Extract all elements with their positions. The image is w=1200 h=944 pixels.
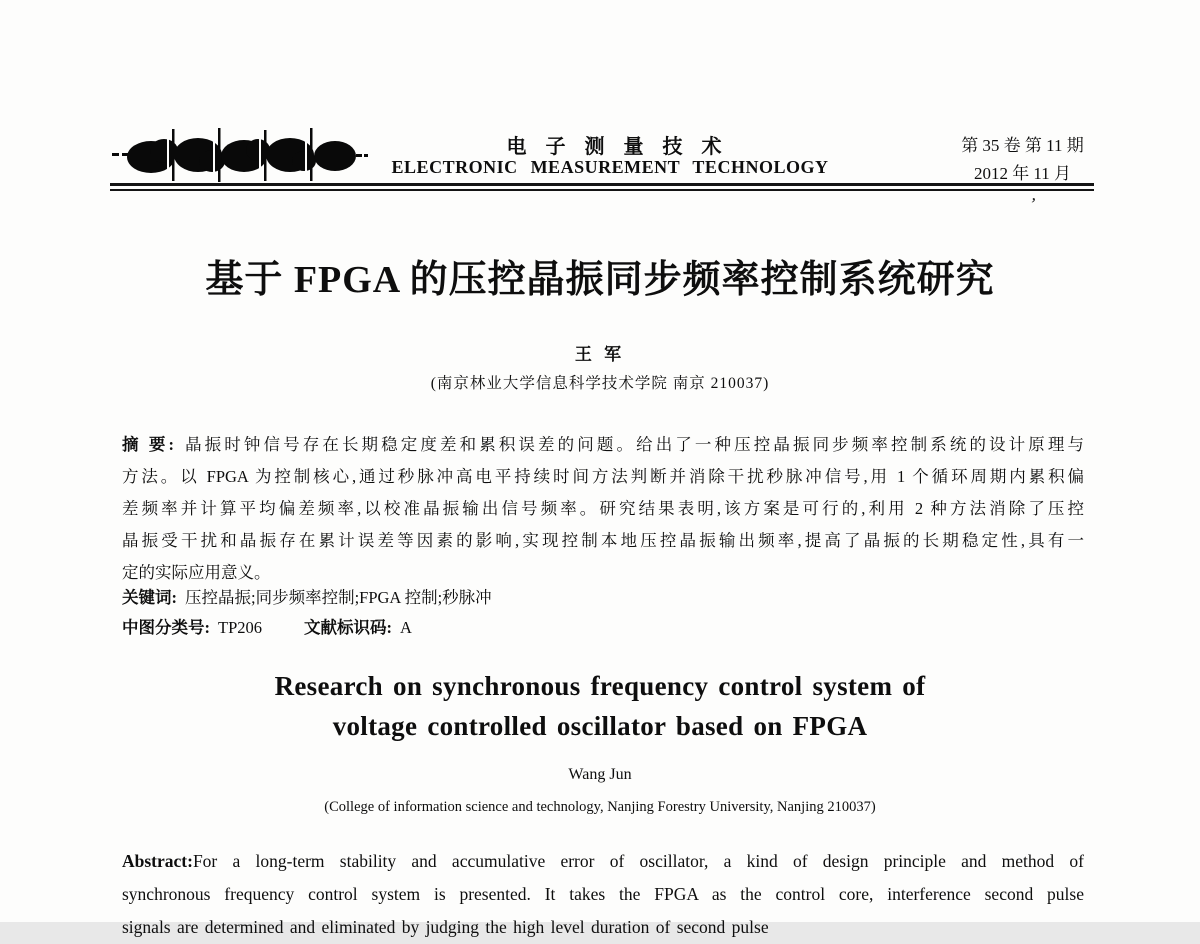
abstract-line (122, 429, 1084, 461)
scan-artifact-mark: ’ (1028, 193, 1038, 215)
header-rule-secondary (110, 189, 1094, 191)
doc-code-label: 文献标识码: (304, 618, 393, 637)
article-affiliation-cn: (南京林业大学信息科学技术学院 南京 210037) (430, 375, 770, 392)
abstract-en-line: signals are determined and eliminated by judging the high level duration of second pulse (122, 917, 769, 937)
abstract-line: 差频率并计算平均偏差频率,以校准晶振输出信号频率。研究结果表明,该方案是可行的,利用 2 种方法消除了压控 (122, 499, 1084, 518)
abstract-cn (122, 429, 1084, 589)
abstract-en-line: synchronous frequency control system is presented. It takes the FPGA as the control core, interference second pulse (122, 884, 1084, 904)
abstract-en-label: Abstract: (122, 851, 193, 871)
keywords-label: 关键词: (122, 588, 177, 607)
article-affiliation-en: (College of information science and technology, Nanjing Forestry University, Nanjing 210037) (324, 799, 876, 815)
article-title-en-line2: voltage controlled oscillator based on FPGA (332, 711, 868, 741)
header-rule (110, 183, 1094, 186)
clc-value: TP206 (218, 618, 263, 637)
keywords-line (122, 584, 1084, 608)
clc-line (122, 614, 1084, 638)
article-author-cn: 王 军 (574, 345, 626, 364)
abstract-label: 摘 要: (122, 435, 174, 454)
volume-issue: 第 35 卷 第 11 期 (961, 136, 1084, 155)
abstract-line: 定的实际应用意义。 (122, 563, 271, 582)
abstract-text: 晶振时钟信号存在长期稳定度差和累积误差的问题。给出了一种压控晶振同步频率控制系统的设计原理与 (181, 435, 1084, 454)
abstract-en-text: For a long-term stability and accumulative error of oscillator, a kind of design principle and method of (192, 851, 1084, 871)
abstract-en-line (122, 845, 1084, 878)
abstract-line: 方法。以 FPGA 为控制核心,通过秒脉冲高电平持续时间方法判断并消除干扰秒脉冲信号,用 1 个循环周期内累积偏 (122, 467, 1084, 486)
article-title-en (0, 666, 1200, 746)
journal-title-en: ELECTRONIC MEASUREMENT TECHNOLOGY (391, 157, 829, 177)
abstract-en (122, 845, 1084, 944)
article-title-cn: 基于 FPGA 的压控晶振同步频率控制系统研究 (205, 259, 995, 301)
abstract-line: 晶振受干扰和晶振存在累计误差等因素的影响,实现控制本地压控晶振输出频率,提高了晶振的长期稳定性,具有一 (122, 531, 1084, 550)
journal-title-cn: 电 子 测 量 技 术 (506, 136, 724, 158)
doc-code-value: A (400, 618, 412, 637)
issue-date: 2012 年 11 月 (973, 164, 1072, 183)
keywords-text: 压控晶振;同步频率控制;FPGA 控制;秒脉冲 (185, 588, 492, 607)
article-title-en-line1: Research on synchronous frequency control system of (274, 671, 926, 701)
article-author-en: Wang Jun (568, 766, 632, 783)
clc-label: 中图分类号: (122, 618, 210, 637)
